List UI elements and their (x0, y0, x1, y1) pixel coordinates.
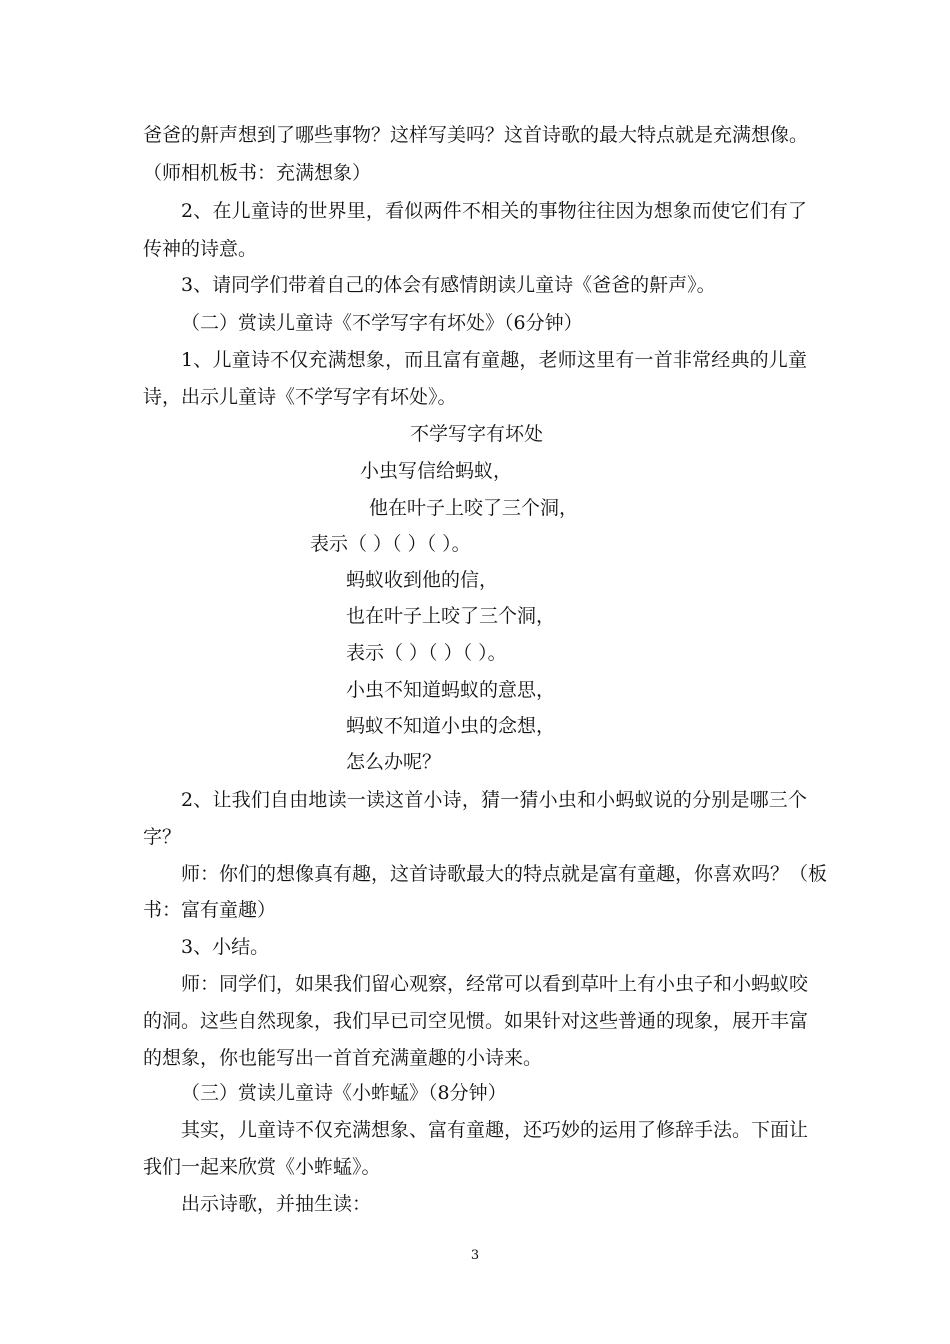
paragraph-line: 1、儿童诗不仅充满想象，而且富有童趣，老师这里有一首非常经典的儿童 (181, 349, 807, 371)
page-number: 3 (470, 1248, 480, 1263)
poem-line: 小虫不知道蚂蚁的意思， (346, 679, 556, 701)
paragraph-line: 其实，儿童诗不仅充满想象、富有童趣，还巧妙的运用了修辞手法。下面让 (181, 1119, 809, 1141)
poem-line: 蚂蚁收到他的信， (346, 569, 499, 591)
paragraph-line: 传神的诗意。 (143, 238, 258, 260)
paragraph-line: 2、让我们自由地读一读这首小诗，猜一猜小虫和小蚂蚁说的分别是哪三个 (181, 789, 807, 811)
paragraph-line: 3、请同学们带着自己的体会有感情朗读儿童诗《爸爸的鼾声》。 (181, 274, 716, 296)
paragraph-line: 字？ (143, 826, 182, 848)
poem-line: 也在叶子上咬了三个洞， (346, 605, 556, 627)
paragraph-line: 的想象，你也能写出一首首充满童趣的小诗来。 (143, 1047, 543, 1069)
poem-line: 小虫写信给蚂蚁， (360, 460, 513, 482)
poem-title: 不学写字有坏处 (410, 423, 544, 445)
paragraph-line: 爸爸的鼾声想到了哪些事物？这样写美吗？这首诗歌的最大特点就是充满想像。 (143, 124, 809, 146)
paragraph-line: 师：同学们，如果我们留心观察，经常可以看到草叶上有小虫子和小蚂蚁咬 (181, 973, 809, 995)
paragraph-line: 书：富有童趣） (143, 899, 277, 921)
paragraph-line: 师：你们的想像真有趣，这首诗歌最大的特点就是富有童趣，你喜欢吗？（板 (181, 863, 828, 885)
section-heading: （二）赏读儿童诗《不学写字有坏处》（6分钟） (181, 312, 583, 334)
poem-line: 表示（ ）（ ）（ ）。 (346, 642, 507, 664)
poem-line: 表示（ ）（ ）（ ）。 (310, 533, 471, 555)
poem-line: 他在叶子上咬了三个洞， (369, 497, 579, 519)
paragraph-line: 2、在儿童诗的世界里，看似两件不相关的事物往往因为想象而使它们有了 (181, 200, 807, 222)
paragraph-line: 3、小结。 (181, 936, 270, 958)
paragraph-line: 出示诗歌，并抽生读： (181, 1193, 372, 1215)
paragraph-line: 的洞。这些自然现象，我们早已司空见惯。如果针对这些普通的现象，展开丰富 (143, 1010, 809, 1032)
paragraph-line: 我们一起来欣赏《小蚱蜢》。 (143, 1156, 381, 1178)
poem-line: 蚂蚁不知道小虫的念想， (346, 715, 556, 737)
section-heading: （三）赏读儿童诗《小蚱蜢》（8分钟） (181, 1082, 507, 1104)
poem-line: 怎么办呢？ (346, 751, 442, 773)
paragraph-line: 诗，出示儿童诗《不学写字有坏处》。 (143, 386, 457, 408)
paragraph-line: （师相机板书：充满想象） (143, 162, 372, 184)
